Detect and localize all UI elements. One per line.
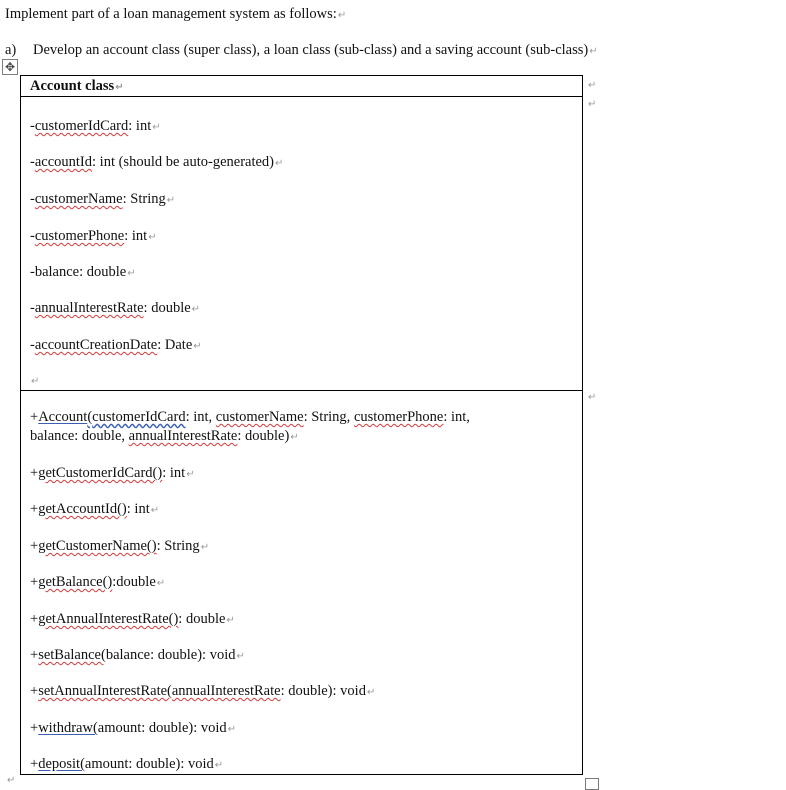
task-a-text: Develop an account class (super class), a loan class (sub-class) and a saving account (sub-class) [33, 42, 589, 58]
method-get-customer-name: +getCustomerName(): String↵ [30, 538, 210, 554]
paragraph-mark-icon: ↵ [366, 687, 376, 698]
constructor-signature: +Account(customerIdCard: int, customerName: String, customerPhone: int, [30, 409, 470, 425]
attribute-annual-interest-rate: -annualInterestRate: double↵ [30, 300, 201, 316]
class-title: Account class↵ [30, 78, 124, 94]
paragraph-mark-icon: ↵ [227, 724, 237, 735]
paragraph-mark-icon: ↵ [226, 615, 235, 626]
method-get-account-id: +getAccountId(): int↵ [30, 501, 160, 517]
row-end-mark-icon: ↵ [588, 99, 597, 110]
paragraph-mark-icon: ↵ [150, 505, 160, 516]
paragraph-mark-icon: ↵ [152, 122, 161, 133]
task-a-number: a) [5, 42, 17, 58]
attribute-account-id: -accountId: int (should be auto-generated)↵ [30, 154, 284, 170]
attribute-customer-phone: -customerPhone: int↵ [30, 228, 157, 244]
paragraph-mark-icon: ↵ [191, 304, 201, 315]
paragraph-mark-icon: ↵ [127, 268, 136, 279]
attribute-customer-id-card: -customerIdCard: int↵ [30, 118, 161, 134]
method-get-customer-id-card: +getCustomerIdCard(): int↵ [30, 465, 195, 481]
account-class-table [20, 75, 583, 775]
task-a-paragraph [5, 42, 598, 59]
class-header-row [21, 76, 582, 97]
method-get-balance: +getBalance():double↵ [30, 574, 166, 590]
paragraph-mark-icon: ↵ [148, 232, 157, 243]
intro-paragraph [5, 6, 346, 23]
constructor-signature-continued: balance: double, annualInterestRate: double)↵ [30, 428, 299, 444]
paragraph-mark-icon: ↵ [193, 341, 202, 352]
paragraph-mark-icon: ↵ [236, 651, 245, 662]
method-set-annual-interest-rate: +setAnnualInterestRate(annualInterestRate: double): void↵ [30, 683, 376, 699]
table-resize-handle-icon[interactable] [585, 778, 599, 790]
paragraph-mark-icon: ↵ [589, 46, 598, 57]
method-withdraw: +withdraw(amount: double): void↵ [30, 720, 237, 736]
paragraph-mark-icon: ↵ [186, 469, 195, 480]
method-deposit: +deposit(amount: double): void↵ [30, 756, 224, 772]
row-end-mark-icon: ↵ [588, 392, 597, 403]
paragraph-mark-icon: ↵ [156, 578, 166, 589]
paragraph-mark-icon: ↵ [290, 432, 299, 443]
paragraph-mark-icon: ↵ [31, 376, 40, 387]
method-set-balance: +setBalance(balance: double): void↵ [30, 647, 245, 663]
paragraph-mark-icon: ↵ [337, 10, 347, 21]
paragraph-mark-icon: ↵ [200, 542, 210, 553]
intro-text: Implement part of a loan management system as follows: [5, 6, 337, 22]
method-get-annual-interest-rate: +getAnnualInterestRate(): double↵ [30, 611, 235, 627]
paragraph-mark-icon: ↵ [166, 195, 176, 206]
table-move-handle-icon[interactable]: ✥ [2, 59, 18, 75]
attribute-balance: -balance: double↵ [30, 264, 136, 280]
paragraph-mark-icon: ↵ [7, 775, 16, 786]
methods-row [21, 391, 582, 776]
paragraph-mark-icon: ↵ [275, 158, 284, 169]
attribute-account-creation-date: -accountCreationDate: Date↵ [30, 337, 202, 353]
attributes-row [21, 97, 582, 391]
attribute-customer-name: -customerName: String↵ [30, 191, 176, 207]
paragraph-mark-icon: ↵ [115, 82, 124, 93]
row-end-mark-icon: ↵ [588, 80, 597, 91]
paragraph-mark-icon: ↵ [214, 760, 224, 771]
empty-paragraph [30, 372, 39, 389]
